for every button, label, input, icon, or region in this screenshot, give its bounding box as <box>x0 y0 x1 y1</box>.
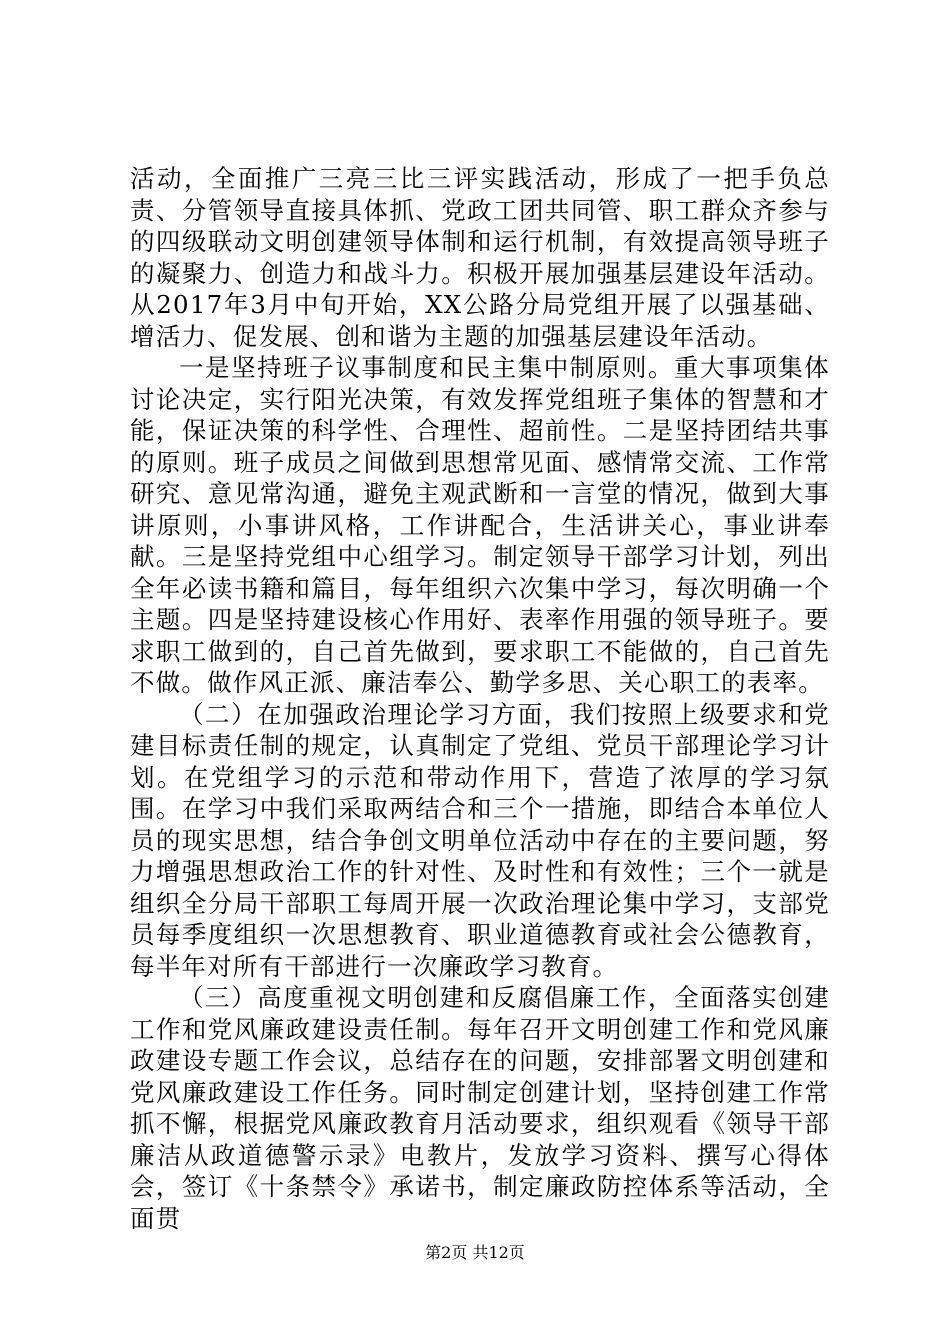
document-body <box>130 163 830 1234</box>
paragraph-continuation: 活动，全面推广三亮三比三评实践活动，形成了一把手负总责、分管领导直接具体抓、党政工团共同管、职工群众齐参与的四级联动文明创建领导体制和运行机制，有效提高领导班子的凝聚力、创造力和战斗力。积极开展加强基层建设年活动。从2017年3月中旬开始，XX公路分局党组开展了以强基础、增活力、促发展、创和谐为主题的加强基层建设年活动。 <box>130 164 830 351</box>
paragraph-leadership-principles: 一是坚持班子议事制度和民主集中制原则。重大事项集体讨论决定，实行阳光决策，有效发挥党组班子集体的智慧和才能，保证决策的科学性、合理性、超前性。二是坚持团结共事的原则。班子成员之间做到思想常见面、感情常交流、工作常研究、意见常沟通，避免主观武断和一言堂的情况，做到大事讲原则，小事讲风格，工作讲配合，生活讲关心，事业讲奉献。三是坚持党组中心组学习。制定领导干部学习计划，列出全年必读书籍和篇目，每年组织六次集中学习，每次明确一个主题。四是坚持建设核心作用好、表率作用强的领导班子。要求职工做到的，自己首先做到，要求职工不能做的，自己首先不做。做作风正派、廉洁奉公、勤学多思、关心职工的表率。 <box>130 353 830 697</box>
paragraph-political-study: （二）在加强政治理论学习方面，我们按照上级要求和党建目标责任制的规定，认真制定了党组、党员干部理论学习计划。在党组学习的示范和带动作用下，营造了浓厚的学习氛围。在学习中我们采取两结合和三个一措施，即结合本单位人员的现实思想，结合争创文明单位活动中存在的主要问题，努力增强思想政治工作的针对性、及时性和有效性；三个一就是组织全分局干部职工每周开展一次政治理论集中学习，支部党员每季度组织一次思想教育、职业道德教育或社会公德教育，每半年对所有干部进行一次廉政学习教育。 <box>130 699 830 981</box>
page-number-footer: 第2页 共12页 <box>425 1243 525 1262</box>
paragraph-anti-corruption: （三）高度重视文明创建和反腐倡廉工作，全面落实创建工作和党风廉政建设责任制。每年召开文明创建工作和党风廉政建设专题工作会议，总结存在的问题，安排部署文明创建和党风廉政建设工作任务。同时制定创建计划，坚持创建工作常抓不懈，根据党风廉政教育月活动要求，组织观看《领导干部廉洁从政道德警示录》电教片，发放学习资料、撰写心得体会，签订《十条禁令》承诺书，制定廉政防控体系等活动，全面贯 <box>130 983 830 1233</box>
